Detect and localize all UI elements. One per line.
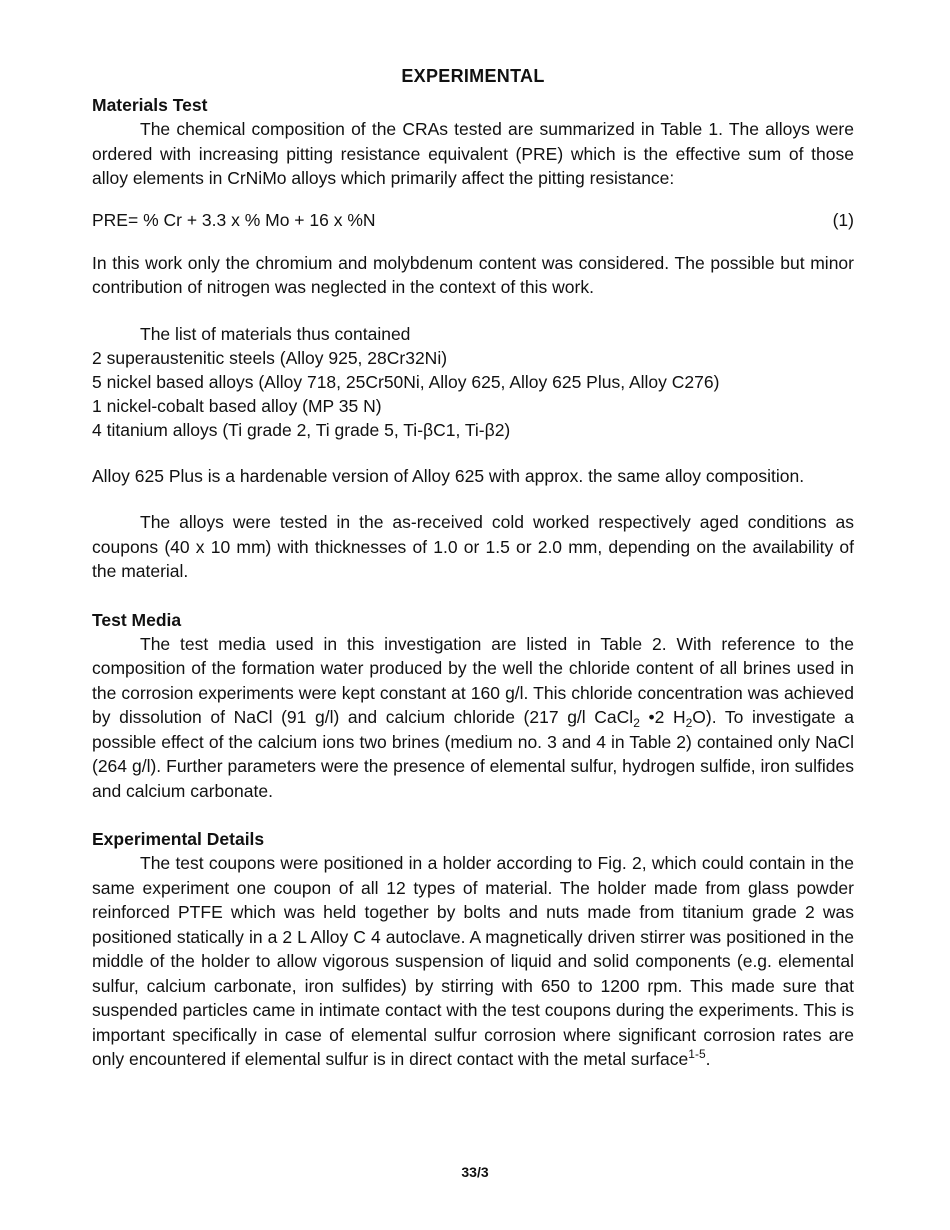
materials-paragraph-3: Alloy 625 Plus is a hardenable version of Alloy 625 with approx. the same alloy composition. [92,465,805,486]
page-number: 33/3 [461,1164,489,1180]
list-item: 2 superaustenitic steels (Alloy 925, 28Cr32Ni) [92,347,448,368]
materials-list [92,322,854,442]
details-paragraph: The test coupons were positioned in a holder according to Fig. 2, which could contain in the same experiment one coupon of all 12 types of material. The holder made from glass powder reinforced PTFE which was held together by bolts and nuts made from titanium grade 2 was positioned statically in a 2 L Alloy C 4 autoclave. A magnetically driven stirrer was positioned in the middle of the holder to allow vigorous suspension of liquid and solid components (e.g. elemental sulfur, calcium carbonate, iron sulfides) by stirring with 650 to 1200 rpm. This made sure that suspended particles came in intimate contact with the test coupons during the experiments. This is important specifically in case of elemental sulfur corrosion where significant corrosion rates are only encountered if elemental sulfur is in direct contact with the metal surface$^{1-5}$. [92,853,854,1069]
equation-number: (1) [832,209,854,230]
materials-paragraph-2: In this work only the chromium and molybdenum content was considered. The possible but minor contribution of nitrogen was neglected in the context of this work. [92,252,854,297]
materials-paragraph-1: The chemical composition of the CRAs tested are summarized in Table 1. The alloys were ordered with increasing pitting resistance equivalent (PRE) which is the effective sum of those alloy elements in CrNiMo alloys which primarily affect the pitting resistance: [92,119,854,188]
list-item: 1 nickel-cobalt based alloy (MP 35 N) [92,395,382,416]
materials-heading: Materials Test [92,95,208,115]
equation-text: PRE= % Cr + 3.3 x % Mo + 16 x %N [92,209,376,230]
materials-paragraph-4: The alloys were tested in the as-received cold worked respectively aged conditions as coupons (40 x 10 mm) with thicknesses of 1.0 or 1.5 or 2.0 mm, depending on the availability of the material. [92,512,854,581]
reference-superscript: 1-5 [688,1047,706,1061]
list-item: 4 titanium alloys (Ti grade 2, Ti grade 5, Ti-βC1, Ti-β2) [92,419,511,440]
section-title: EXPERIMENTAL [401,66,545,86]
details-heading: Experimental Details [92,829,265,849]
list-lead: The list of materials thus contained [140,323,411,344]
document-page [92,66,854,1072]
media-paragraph: The test media used in this investigation are listed in Table 2. With reference to the composition of the formation water produced by the well the chloride content of all brines used in the corrosion experiments were kept constant at 160 g/l. This chloride concentration was achieved by dissolution of NaCl (91 g/l) and calcium chloride (217 g/l CaCl$_2$ •2 $H_2O$). To investigate a possible effect of the calcium ions two brines (medium no. 3 and 4 in Table 2) contained only NaCl (264 g/l). Further parameters were the presence of elemental sulfur, hydrogen sulfide, iron sulfides and calcium carbonate. [92,633,854,801]
media-heading: Test Media [92,609,182,630]
pre-equation [92,208,854,232]
list-item: 5 nickel based alloys (Alloy 718, 25Cr50Ni, Alloy 625, Alloy 625 Plus, Alloy C276) [92,371,720,392]
